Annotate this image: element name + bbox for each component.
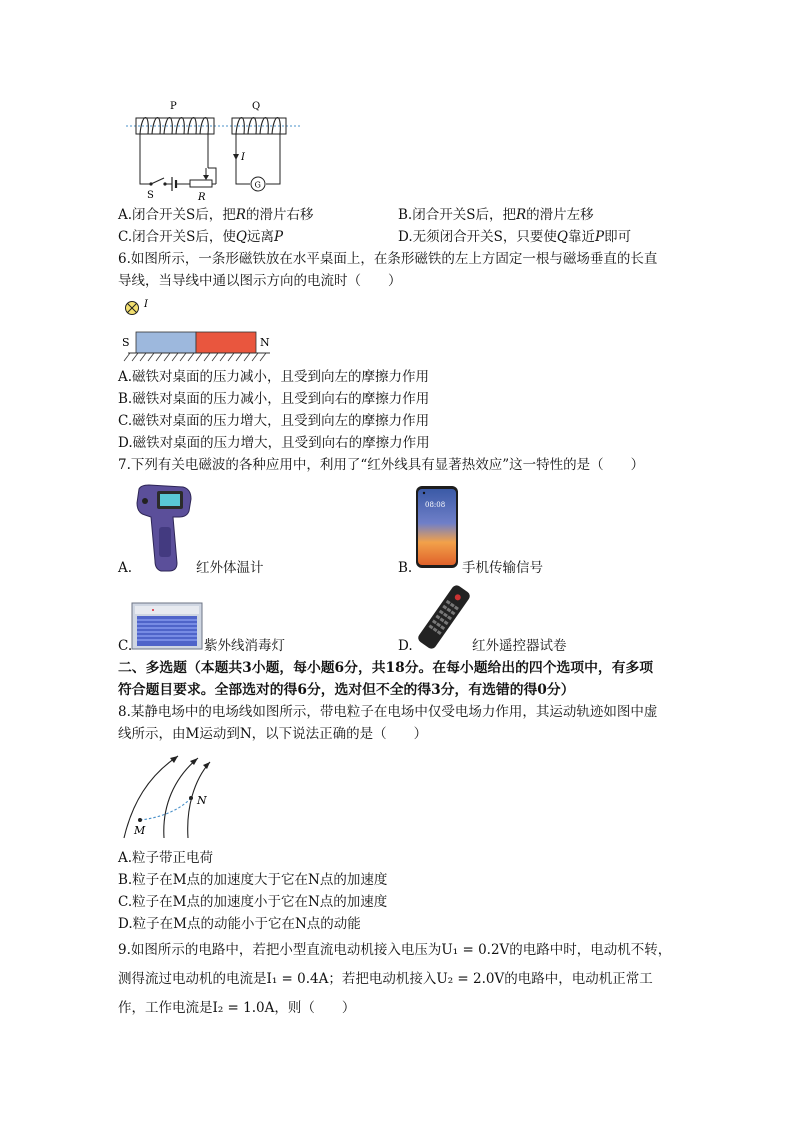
- q6-stem-line1: 6.如图所示，一条形磁铁放在水平桌面上，在条形磁铁的左上方固定一根与磁场垂直的长直: [118, 251, 658, 267]
- q6-option-c: C.磁铁对桌面的压力增大，且受到向左的摩擦力作用: [118, 413, 430, 429]
- q7-remote-image: [414, 585, 474, 649]
- q6-option-a: A.磁铁对桌面的压力减小，且受到向左的摩擦力作用: [118, 369, 430, 385]
- q7-option-a-text: 红外体温计: [196, 560, 264, 576]
- q8-option-b: B.粒子在M点的加速度大于它在N点的加速度: [118, 872, 388, 888]
- q9-line1: 9.如图所示的电路中，若把小型直流电动机接入电压为U₁ = 0.2V的电路中时，电动机不转，: [118, 942, 672, 958]
- q7-option-d-letter: D.: [398, 638, 413, 654]
- q7-stem: 7.下列有关电磁波的各种应用中，利用了“红外线具有显著热效应”这一特性的是（ ）: [118, 457, 645, 473]
- q7-option-a-letter: A.: [118, 560, 133, 576]
- q6-magnet-diagram: [118, 296, 278, 368]
- q7-thermometer-image: [133, 483, 195, 573]
- q5-label-p: P: [170, 101, 177, 112]
- q6-option-d: D.磁铁对桌面的压力增大，且受到向右的摩擦力作用: [118, 435, 430, 451]
- q6-label-s: S: [122, 336, 130, 349]
- q7-phone-time: 08:08: [425, 501, 446, 509]
- q6-label-i: I: [144, 299, 148, 310]
- q7-option-b-letter: B.: [398, 560, 413, 576]
- q9-line3: 作，工作电流是I₂ = 1.0A，则（ ）: [118, 1000, 356, 1016]
- q6-stem-line2: 导线，当导线中通以图示方向的电流时（ ）: [118, 273, 402, 289]
- q7-phone-image: [415, 485, 459, 569]
- q8-option-c: C.粒子在M点的加速度小于它在N点的加速度: [118, 894, 388, 910]
- q8-option-d: D.粒子在M点的动能小于它在N点的动能: [118, 916, 361, 932]
- q6-option-b: B.磁铁对桌面的压力减小，且受到向右的摩擦力作用: [118, 391, 430, 407]
- q8-label-m: M: [134, 824, 146, 837]
- q8-field-lines-diagram: [118, 750, 218, 840]
- q8-label-n: N: [197, 794, 207, 807]
- q5-label-s: S: [147, 190, 154, 201]
- q8-option-a: A.粒子带正电荷: [118, 850, 214, 866]
- q5-option-a: A.闭合开关S后，把R的滑片右移: [118, 207, 314, 223]
- q8-stem-line2: 线所示，由M运动到N，以下说法正确的是（ ）: [118, 726, 428, 742]
- q5-circuit-diagram: [120, 98, 310, 204]
- q5-option-c: C.闭合开关S后，使Q远离P: [118, 229, 284, 245]
- q7-option-c-text: 紫外线消毒灯: [204, 638, 285, 654]
- q9-line2: 测得流过电动机的电流是I₁ = 0.4A；若把电动机接入U₂ = 2.0V的电路中，电动机正常工: [118, 971, 653, 987]
- q7-option-b-text: 手机传输信号: [462, 560, 543, 576]
- q5-label-q: Q: [252, 101, 261, 112]
- q5-label-i: I: [241, 152, 245, 163]
- q5-label-g: G: [254, 180, 261, 190]
- q7-option-c-letter: C.: [118, 638, 133, 654]
- section2-heading-line1: 二、多选题（本题共3小题，每小题6分，共18分。在每小题给出的四个选项中，有多项: [118, 660, 654, 676]
- q5-option-d: D.无须闭合开关S，只要使Q靠近P即可: [398, 229, 632, 245]
- q7-uv-lamp-image: [131, 602, 203, 650]
- q7-option-d-text: 红外遥控器试卷: [472, 638, 567, 654]
- section2-heading-line2: 符合题目要求。全部选对的得6分，选对但不全的得3分，有选错的得0分）: [118, 682, 575, 698]
- q5-label-r: R: [198, 192, 206, 203]
- q8-stem-line1: 8.某静电场中的电场线如图所示，带电粒子在电场中仅受电场力作用，其运动轨迹如图中虚: [118, 704, 658, 720]
- q5-option-b: B.闭合开关S后，把R的滑片左移: [398, 207, 594, 223]
- q6-label-n: N: [260, 336, 270, 349]
